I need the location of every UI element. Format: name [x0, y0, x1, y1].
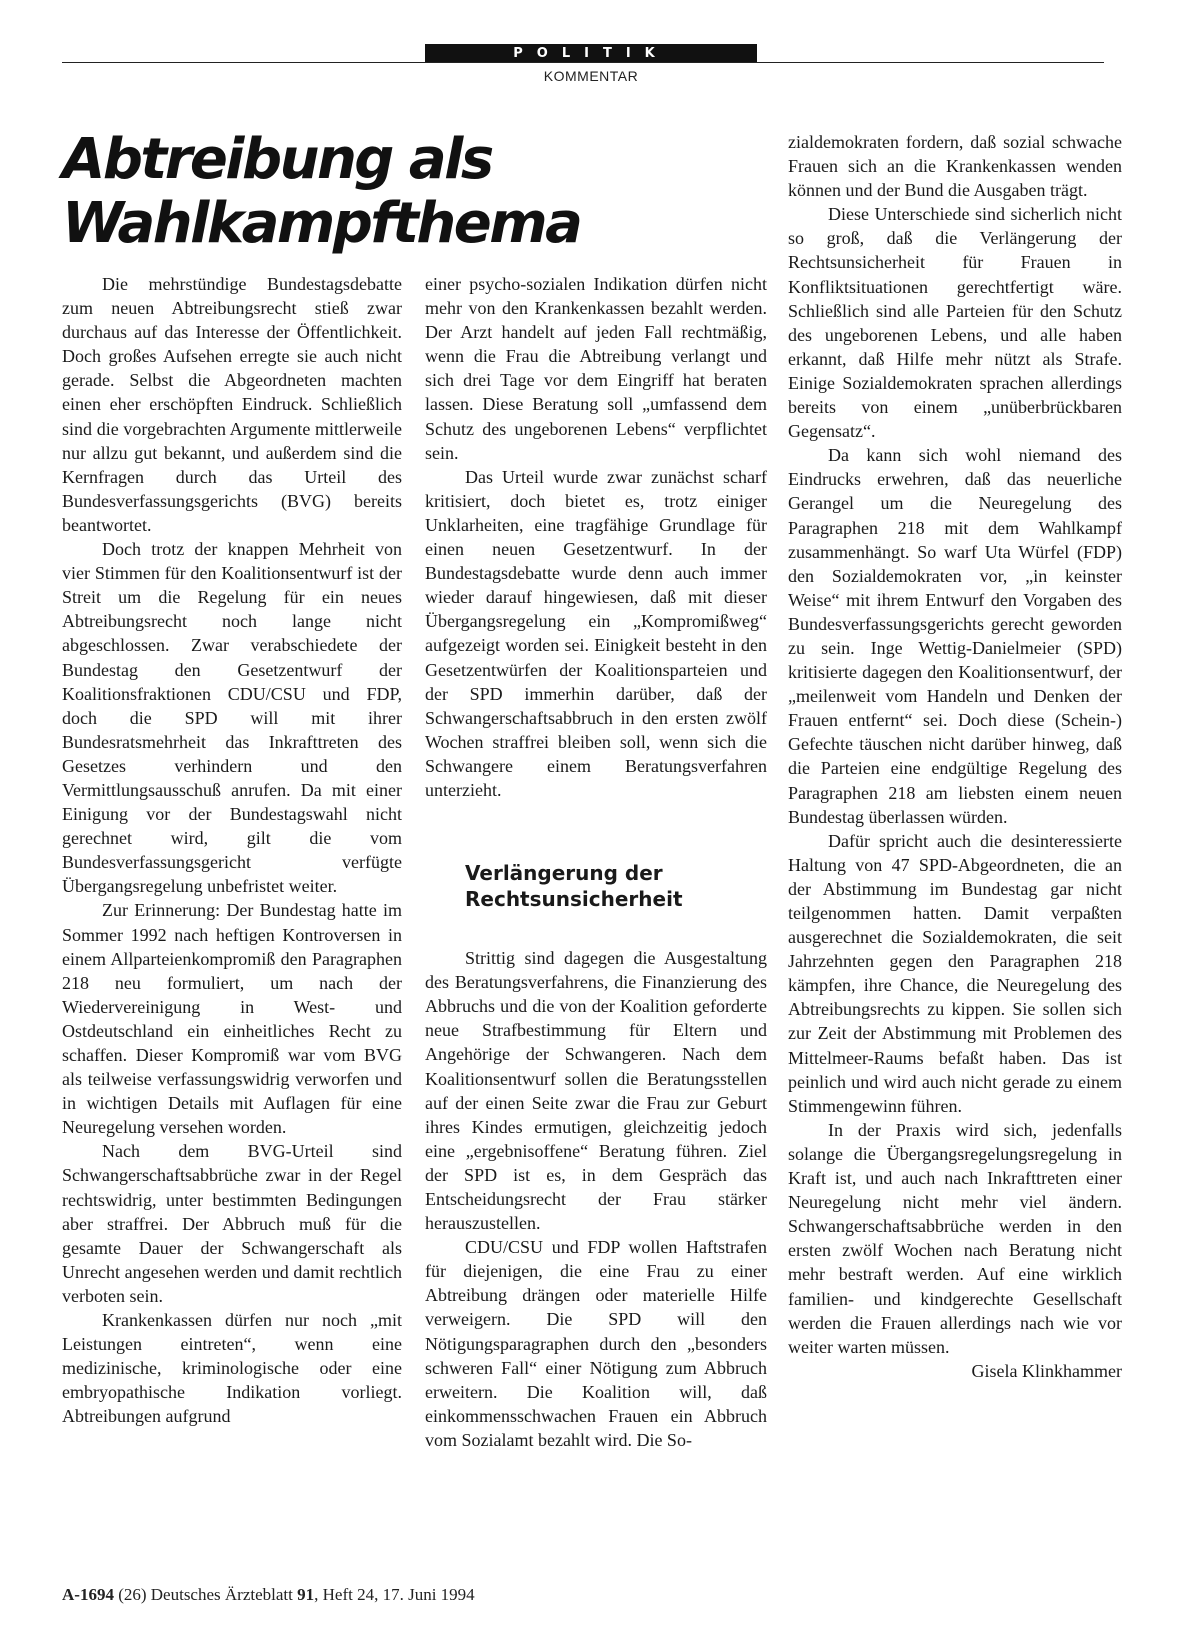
paragraph: Diese Unterschiede sind sicherlich nicht so groß, daß die Verlängerung der Rechtsunsicherheit für Frauen in Konfliktsituationen gerechtfertigt wäre. Schließlich sind alle Parteien für den Schutz des ungeborenen Lebens, und alle haben erkannt, daß Hilfe mehr nützt als Strafe. Einige Sozialdemokraten sprachen allerdings bereits von einem „unüberbrückbaren Gegensatz“. [788, 204, 1122, 442]
category-label: KOMMENTAR [543, 68, 639, 84]
paragraph: zialdemokraten fordern, daß sozial schwache Frauen sich an die Krankenkassen wenden können und der Bund die Ausgaben trägt. [788, 132, 1122, 201]
column-middle [425, 272, 767, 1452]
paragraph: Da kann sich wohl niemand des Eindrucks erwehren, daß das neuerliche Gerangel um die Neuregelung des Paragraphen 218 mit dem Wahlkampf zusammenhängt. So warf Uta Würfel (FDP) den Sozialdemokraten vor, „in keinster Weise“ mit ihrem Entwurf den Vorgaben des Bundesverfassungsgerichts gerecht geworden zu sein. Inge Wettig-Danielmeier (SPD) kritisierte dagegen den Koalitionsentwurf, der „meilenweit vom Handeln und Denken der Frauen entfernt“ sei. Doch diese (Schein-) Gefechte täuschen nicht darüber hinweg, daß die Parteien eine endgültige Regelung des Paragraphen 218 am liebsten einem neuen Bundestag überlassen würden. [788, 445, 1122, 827]
paragraph: Zur Erinnerung: Der Bundestag hatte im Sommer 1992 nach heftigen Kontroversen in einem Allparteienkompromiß den Paragraphen 218 neu formuliert, um nach der Wiedervereinigung in West- und Ostdeutschland ein einheitliches Recht zu schaffen. Dieser Kompromiß war vom BVG als teilweise verfassungswidrig verworfen und in wichtigen Details mit Auflagen für eine Neuregelung versehen worden. [62, 900, 402, 1138]
footer-journal: (26) Deutsches Ärzteblatt [118, 1585, 293, 1604]
paragraph: Doch trotz der knappen Mehrheit von vier Stimmen für den Koalitionsentwurf ist der Streit um die Regelung für ein neues Abtreibungsrecht noch lange nicht abgeschlossen. Zwar verabschiedete der Bundestag den Gesetzentwurf der Koalitionsfraktionen CDU/CSU und FDP, doch die SPD will mit ihrer Bundesratsmehrheit das Inkrafttreten des Gesetzes verhindern und den Vermittlungsausschuß anrufen. Da mit einer Einigung vor der Bundestagswahl nicht gerechnet wird, gilt die vom Bundesverfassungsgericht verfügte Übergangsregelung unbefristet weiter. [62, 539, 402, 897]
paragraph: einer psycho-sozialen Indikation dürfen nicht mehr von den Krankenkassen bezahlt werden. Der Arzt handelt auf jeden Fall rechtmäßig, wenn die Frau die Abtreibung verlangt und sich drei Tage vor dem Eingriff hat beraten lassen. Diese Beratung soll „umfassend dem Schutz des ungeborenen Lebens“ verpflichtet sein. [425, 274, 767, 463]
paragraph: Das Urteil wurde zwar zunächst scharf kritisiert, doch bietet es, trotz einiger Unklarheiten, eine tragfähige Grundlage für einen neuen Gesetzentwurf. In der Bundestagsdebatte wurde denn auch immer wieder darauf hingewiesen, daß mit dieser Übergangsregelung ein „Kompromißweg“ aufgezeigt worden sei. Einigkeit besteht in den Gesetzentwürfen der Koalitionsparteien und der SPD immerhin darüber, daß der Schwangerschaftsabbruch in den ersten zwölf Wochen straffrei bleiben soll, wenn sich die Schwangere einem Beratungsverfahren unterzieht. [425, 466, 767, 800]
page-footer [62, 1585, 475, 1605]
column-right [788, 130, 1122, 1383]
section-label: POLITIK [425, 44, 757, 63]
footer-issue: , Heft 24, 17. Juni 1994 [314, 1585, 475, 1604]
article-title: Abtreibung als Wahlkampfthema [62, 127, 581, 256]
column-left [62, 272, 402, 1429]
paragraph: Strittig sind dagegen die Ausgestaltung des Beratungsverfahrens, die Finanzierung des Abbruchs und die von der Koalition geforderte neue Strafbestimmung für Eltern und Angehörige der Schwangeren. Nach dem Koalitionsentwurf sollen die Beratungsstellen auf der einen Seite zwar die Frau zur Geburt ihres Kindes ermutigen, gleichzeitig jedoch eine „ergebnisoffene“ Beratung führen. Ziel der SPD ist es, in dem Gespräch das Entscheidungsrecht der Frau stärker herauszustellen. [425, 948, 767, 1234]
paragraph: CDU/CSU und FDP wollen Haftstrafen für diejenigen, die eine Frau zu einer Abtreibung drängen oder materielle Hilfe verweigern. Die SPD will den Nötigungsparagraphen durch den „besonders schweren Fall“ einer Nötigung zum Abbruch erweitern. Die Koalition will, daß einkommensschwachen Frauen ein Abbruch vom Sozialamt bezahlt wird. Die So- [425, 1237, 767, 1450]
footer-volume: 91 [297, 1585, 315, 1604]
paragraph: Nach dem BVG-Urteil sind Schwangerschaftsabbrüche zwar in der Regel rechtswidrig, unter bestimmten Bedingungen aber straffrei. Der Abbruch muß für die gesamte Dauer der Schwangerschaft als Unrecht angesehen werden und damit rechtlich verboten sein. [62, 1141, 402, 1306]
paragraph: Dafür spricht auch die desinteressierte Haltung von 47 SPD-Abgeordneten, die an der Abstimmung im Bundestag gar nicht teilgenommen hatten. Damit verpaßten ausgerechnet die Sozialdemokraten, die seit Jahrzehnten gegen den Paragraphen 218 kämpfen, ihre Chance, die Neuregelung des Abtreibungsrechts zu kippen. Sie sollen sich zur Zeit der Abstimmung mit Problemen des Mittelmeer-Raums befaßt haben. Das ist peinlich und wird auch nicht gerade zu einem Stimmengewinn führen. [788, 830, 1122, 1116]
paragraph: Die mehrstündige Bundestagsdebatte zum neuen Abtreibungsrecht stieß zwar durchaus auf das Interesse der Öffentlichkeit. Doch großes Aufsehen erregte sie auch nicht gerade. Selbst die Abgeordneten machten einen eher erschöpften Eindruck. Schließlich sind die vorgebrachten Argumente mittlerweile nur allzu gut bekannt, und außerdem sind die Kernfragen durch das Urteil des Bundesverfassungsgerichts (BVG) bereits beantwortet. [62, 274, 402, 535]
paragraph: In der Praxis wird sich, jedenfalls solange die Übergangsregelungsregelung in Kraft ist, und auch nach Inkrafttreten einer Neuregelung nicht mehr viel ändern. Schwangerschaftsabbrüche werden in den ersten zwölf Wochen nach Beratung nicht mehr bestraft werden. Auf eine wirklich familien- und kindgerechte Gesellschaft werden die Frauen allerdings nach wie vor weiter warten müssen. [788, 1119, 1122, 1357]
author-name: Gisela Klinkhammer [971, 1360, 1122, 1381]
article-subheading: Verlängerung der Rechtsunsicherheit [465, 861, 683, 912]
paragraph: Krankenkassen dürfen nur noch „mit Leistungen eintreten“, wenn eine medizinische, kriminologische oder eine embryopathische Indikation vorliegt. Abtreibungen aufgrund [62, 1310, 402, 1427]
page-number: A-1694 [62, 1585, 114, 1604]
header-rule [62, 62, 1104, 63]
